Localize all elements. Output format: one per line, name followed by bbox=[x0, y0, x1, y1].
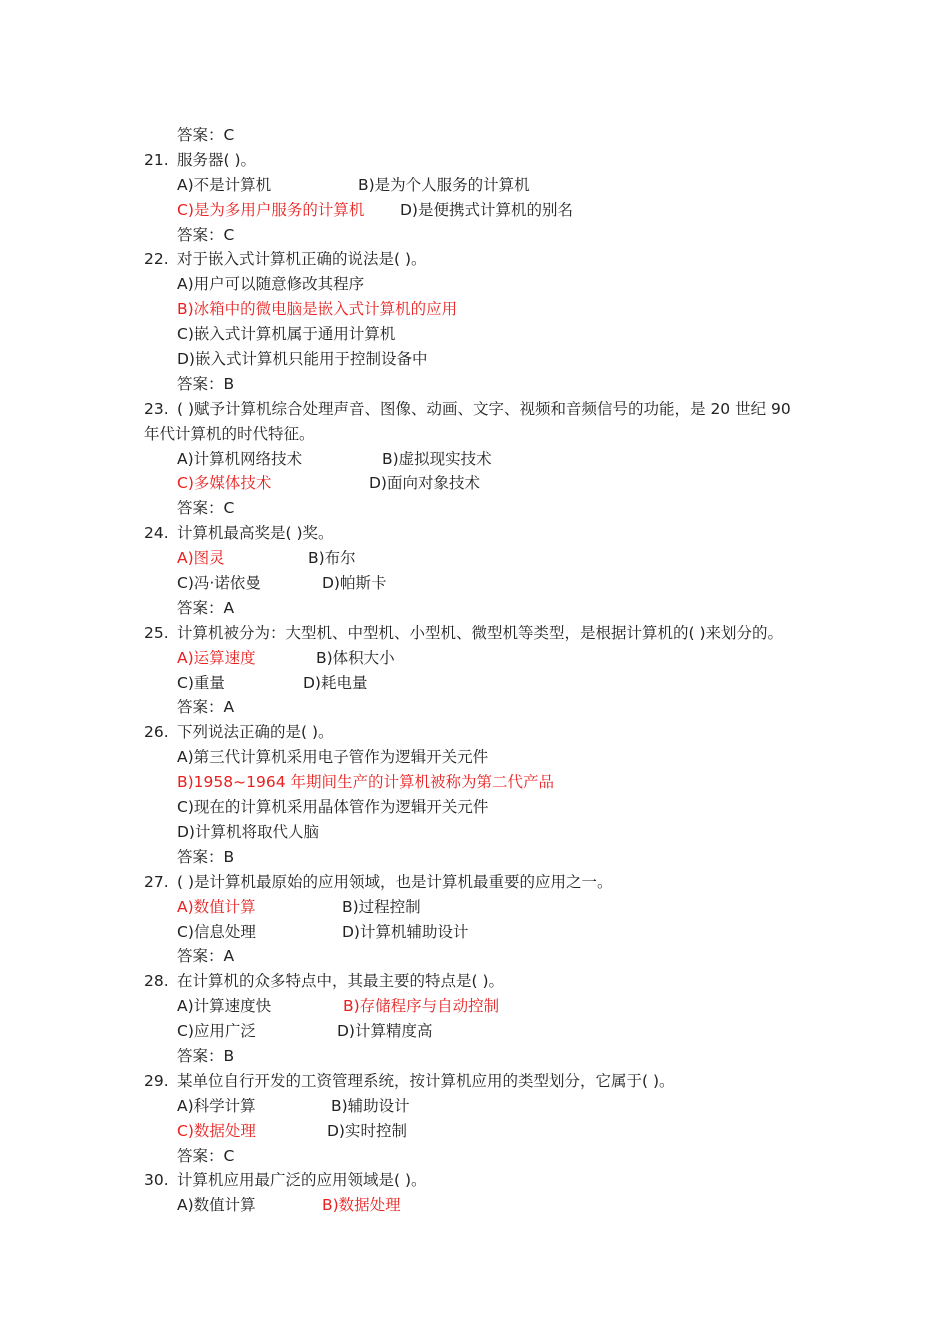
answer-label: 答案： bbox=[177, 598, 224, 617]
option-d: D)计算机辅助设计 bbox=[342, 922, 469, 941]
answer-line bbox=[0, 223, 950, 248]
answer-value: C bbox=[223, 499, 235, 518]
options-row bbox=[0, 671, 950, 696]
option-a: A)第三代计算机采用电子管作为逻辑开关元件 bbox=[177, 748, 489, 767]
question-28 bbox=[0, 969, 950, 994]
answer-label: 答案： bbox=[177, 698, 224, 717]
option-a-correct: A)运算速度 bbox=[177, 648, 256, 667]
option-a: A)不是计算机 bbox=[177, 175, 272, 194]
option-line bbox=[0, 795, 950, 820]
option-b-correct: B)冰箱中的微电脑是嵌入式计算机的应用 bbox=[177, 300, 458, 319]
option-line bbox=[0, 272, 950, 297]
option-line bbox=[0, 347, 950, 372]
answer-value: B bbox=[223, 1046, 235, 1065]
question-text: 计算机应用最广泛的应用领域是( )。 bbox=[177, 1171, 427, 1190]
option-d: D)实时控制 bbox=[327, 1121, 407, 1140]
question-25 bbox=[0, 621, 950, 646]
question-text: 下列说法正确的是( )。 bbox=[177, 723, 334, 742]
options-row bbox=[0, 447, 950, 472]
option-a: A)科学计算 bbox=[177, 1096, 256, 1115]
answer-label: 答案： bbox=[177, 225, 224, 244]
question-number: 28. bbox=[144, 972, 169, 991]
question-30 bbox=[0, 1168, 950, 1193]
option-c: C)现在的计算机采用晶体管作为逻辑开关元件 bbox=[177, 798, 489, 817]
answer-value: A bbox=[223, 598, 235, 617]
answer-label: 答案： bbox=[177, 1046, 224, 1065]
answer-line bbox=[0, 596, 950, 621]
option-line bbox=[0, 770, 950, 795]
option-b: B)辅助设计 bbox=[331, 1096, 410, 1115]
option-d: D)计算精度高 bbox=[337, 1022, 433, 1041]
answer-value: C bbox=[223, 225, 235, 244]
answer-label: 答案： bbox=[177, 374, 224, 393]
answer-label: 答案： bbox=[177, 126, 224, 144]
option-b-correct: B)存储程序与自动控制 bbox=[343, 997, 500, 1016]
question-text-continued bbox=[0, 422, 950, 447]
answer-label: 答案： bbox=[177, 1146, 224, 1165]
option-a-correct: A)图灵 bbox=[177, 549, 225, 568]
question-26 bbox=[0, 720, 950, 745]
option-a: A)用户可以随意修改其程序 bbox=[177, 275, 365, 294]
options-row bbox=[0, 920, 950, 945]
option-c-correct: C)是为多用户服务的计算机 bbox=[177, 200, 365, 219]
answer-value: B bbox=[223, 374, 235, 393]
answer-line bbox=[0, 372, 950, 397]
option-d: D)是便携式计算机的别名 bbox=[400, 200, 573, 219]
options-row bbox=[0, 471, 950, 496]
answer-value: B bbox=[223, 847, 235, 866]
answer-line bbox=[0, 1044, 950, 1069]
question-number: 29. bbox=[144, 1071, 169, 1090]
question-number: 25. bbox=[144, 623, 169, 642]
answer-label: 答案： bbox=[177, 499, 224, 518]
option-line bbox=[0, 745, 950, 770]
options-row bbox=[0, 173, 950, 198]
question-text: ( )赋予计算机综合处理声音、图像、动画、文字、视频和音频信号的功能，是 20 世纪 90 bbox=[177, 399, 791, 418]
answer-line bbox=[0, 123, 950, 148]
option-b: B)体积大小 bbox=[316, 648, 395, 667]
option-line bbox=[0, 820, 950, 845]
options-row bbox=[0, 994, 950, 1019]
answer-label: 答案： bbox=[177, 947, 224, 966]
answer-value: A bbox=[223, 947, 235, 966]
option-c: C)重量 bbox=[177, 673, 225, 692]
answer-line bbox=[0, 944, 950, 969]
option-c-correct: C)多媒体技术 bbox=[177, 474, 272, 493]
question-text: 服务器( )。 bbox=[177, 150, 257, 169]
option-b: B)布尔 bbox=[308, 549, 356, 568]
option-c: C)冯·诺依曼 bbox=[177, 574, 261, 593]
question-29 bbox=[0, 1069, 950, 1094]
option-c-correct: C)数据处理 bbox=[177, 1121, 256, 1140]
option-c: C)信息处理 bbox=[177, 922, 256, 941]
option-line bbox=[0, 297, 950, 322]
option-d: D)面向对象技术 bbox=[369, 474, 480, 493]
question-24 bbox=[0, 521, 950, 546]
answer-line bbox=[0, 845, 950, 870]
answer-label: 答案： bbox=[177, 847, 224, 866]
question-number: 24. bbox=[144, 524, 169, 543]
option-a-correct: A)数值计算 bbox=[177, 897, 256, 916]
option-line bbox=[0, 322, 950, 347]
option-c: C)嵌入式计算机属于通用计算机 bbox=[177, 325, 396, 344]
question-number: 21. bbox=[144, 150, 169, 169]
option-d: D)帕斯卡 bbox=[322, 574, 387, 593]
option-b-correct: B)1958~1964 年期间生产的计算机被称为第二代产品 bbox=[177, 773, 554, 792]
question-number: 23. bbox=[144, 399, 169, 418]
options-row bbox=[0, 1119, 950, 1144]
option-a: A)计算机网络技术 bbox=[177, 449, 303, 468]
question-number: 27. bbox=[144, 872, 169, 891]
question-number: 26. bbox=[144, 723, 169, 742]
option-b: B)过程控制 bbox=[342, 897, 421, 916]
question-text: 某单位自行开发的工资管理系统，按计算机应用的类型划分，它属于( )。 bbox=[177, 1071, 675, 1090]
option-a: A)计算速度快 bbox=[177, 997, 272, 1016]
option-d: D)耗电量 bbox=[303, 673, 368, 692]
answer-line bbox=[0, 496, 950, 521]
option-d: D)嵌入式计算机只能用于控制设备中 bbox=[177, 350, 428, 369]
option-b: B)是为个人服务的计算机 bbox=[358, 175, 530, 194]
question-number: 30. bbox=[144, 1171, 169, 1190]
options-row bbox=[0, 546, 950, 571]
options-row bbox=[0, 198, 950, 223]
answer-value: C bbox=[223, 1146, 235, 1165]
question-text: 计算机最高奖是( )奖。 bbox=[177, 524, 334, 543]
answer-value: C bbox=[223, 126, 235, 144]
options-row bbox=[0, 895, 950, 920]
options-row bbox=[0, 1193, 950, 1218]
answer-value: A bbox=[223, 698, 235, 717]
option-c: C)应用广泛 bbox=[177, 1022, 256, 1041]
answer-line bbox=[0, 695, 950, 720]
question-text: 在计算机的众多特点中，其最主要的特点是( )。 bbox=[177, 972, 505, 991]
option-b-correct: B)数据处理 bbox=[322, 1196, 401, 1215]
option-b: B)虚拟现实技术 bbox=[382, 449, 492, 468]
answer-line bbox=[0, 1144, 950, 1169]
question-text: 计算机被分为：大型机、中型机、小型机、微型机等类型，是根据计算机的( )来划分的。 bbox=[177, 623, 784, 642]
option-d: D)计算机将取代人脑 bbox=[177, 822, 319, 841]
question-text: ( )是计算机最原始的应用领域，也是计算机最重要的应用之一。 bbox=[177, 872, 613, 891]
options-row bbox=[0, 1094, 950, 1119]
question-23 bbox=[0, 397, 950, 422]
options-row bbox=[0, 646, 950, 671]
question-22 bbox=[0, 247, 950, 272]
options-row bbox=[0, 571, 950, 596]
question-27 bbox=[0, 870, 950, 895]
question-text: 对于嵌入式计算机正确的说法是( )。 bbox=[177, 250, 427, 269]
question-text-line-2: 年代计算机的时代特征。 bbox=[144, 424, 315, 443]
options-row bbox=[0, 1019, 950, 1044]
question-21 bbox=[0, 148, 950, 173]
question-document bbox=[0, 123, 950, 1218]
question-number: 22. bbox=[144, 250, 169, 269]
option-a: A)数值计算 bbox=[177, 1196, 256, 1215]
